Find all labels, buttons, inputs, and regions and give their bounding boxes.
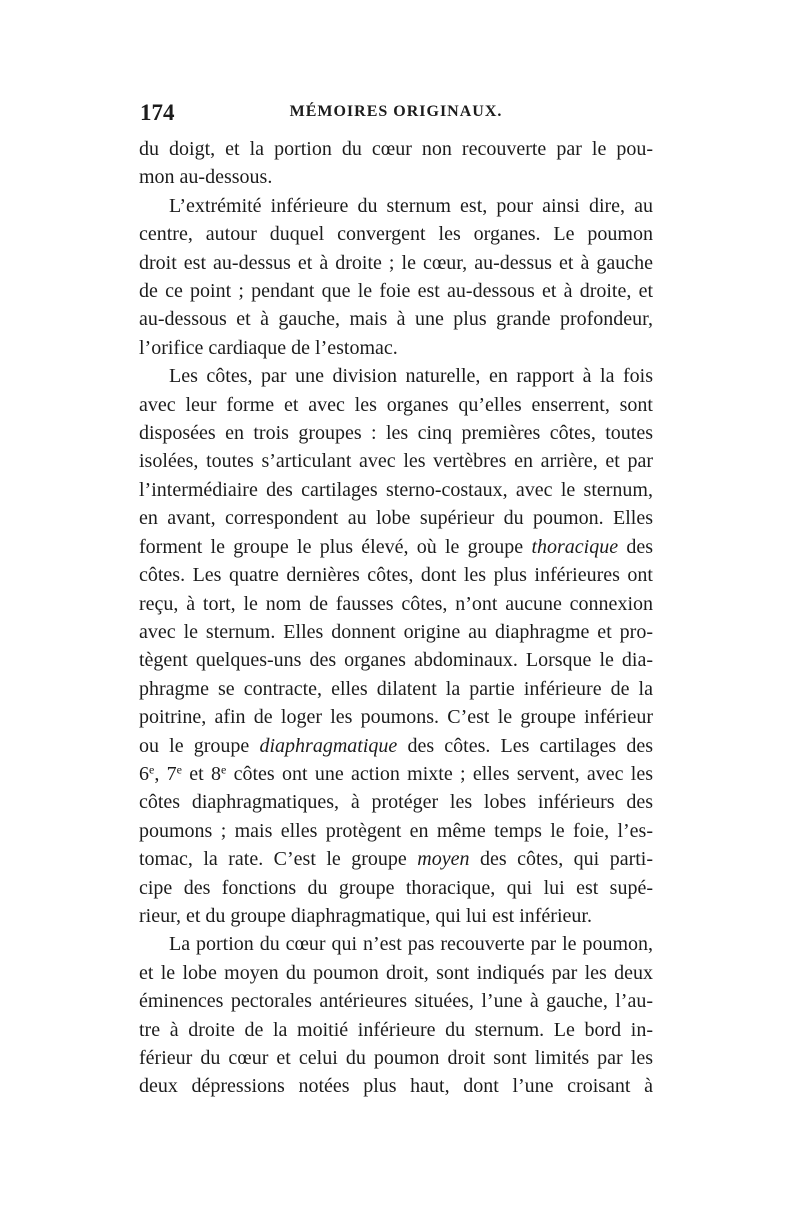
text-line	[139, 732, 653, 760]
text-line	[139, 760, 653, 788]
italic-term: thoracique	[531, 535, 619, 558]
paragraph-2	[139, 192, 653, 362]
running-title: MÉMOIRES ORIGINAUX.	[289, 103, 503, 120]
text-line: et le lobe moyen du poumon droit, sont indiqués par les deux	[139, 961, 653, 984]
page-body	[139, 135, 653, 1101]
text-line: poitrine, afin de loger les poumons. C’est le groupe inférieur	[139, 706, 653, 729]
text-fragment: des côtes. Les cartilages des	[407, 734, 654, 757]
text-fragment: et 8	[181, 762, 221, 785]
text-fragment: des côtes, qui parti-	[479, 848, 654, 871]
paragraph-3	[139, 362, 653, 930]
text-line: l’orifice cardiaque de l’estomac.	[139, 336, 398, 359]
text-line: avec leur forme et avec les organes qu’elles enserrent, sont	[139, 393, 653, 416]
text-line: droit est au-dessus et à droite ; le cœur, au-dessus et à gauche	[139, 251, 653, 274]
text-line	[139, 845, 653, 873]
superscript: e	[220, 762, 227, 777]
text-line: en avant, correspondent au lobe supérieur du poumon. Elles	[139, 507, 653, 530]
page-number: 174	[140, 100, 175, 125]
text-line: de ce point ; pendant que le foie est au-dessous et à droite, et	[139, 280, 653, 303]
text-fragment: des	[626, 535, 654, 558]
text-fragment: ou le groupe	[139, 734, 250, 757]
superscript: e	[149, 762, 155, 777]
text-line	[139, 533, 653, 561]
text-line: rieur, et du groupe diaphragmatique, qui lui est inférieur.	[139, 904, 592, 927]
text-line: disposées en trois groupes : les cinq premières côtes, toutes	[139, 422, 653, 445]
text-line: phragme se contracte, elles dilatent la partie inférieure de la	[139, 677, 653, 700]
text-line: éminences pectorales antérieures situées, l’une à gauche, l’au-	[139, 990, 653, 1013]
page-header	[140, 100, 652, 134]
text-line: tre à droite de la moitié inférieure du sternum. Le bord in-	[139, 1018, 653, 1041]
italic-term: moyen	[417, 848, 470, 871]
italic-term: diaphragmatique	[259, 734, 398, 757]
text-line: côtes. Les quatre dernières côtes, dont les plus inférieures ont	[139, 564, 653, 587]
text-line: au-dessous et à gauche, mais à une plus grande profondeur,	[139, 308, 653, 331]
text-line: cipe des fonctions du groupe thoracique, qui lui est supé-	[139, 876, 653, 899]
text-line: côtes diaphragmatiques, à protéger les lobes inférieurs des	[139, 791, 653, 814]
text-fragment: 6	[139, 762, 149, 785]
text-line: reçu, à tort, le nom de fausses côtes, n’ont aucune connexion	[139, 592, 653, 615]
text-fragment: côtes ont une action mixte ; elles servent, avec les	[226, 762, 654, 785]
text-line: du doigt, et la portion du cœur non recouverte par le pou-	[139, 138, 653, 160]
text-line: L’extrémité inférieure du sternum est, pour ainsi dire, au	[169, 194, 653, 217]
text-fragment: , 7	[154, 762, 177, 785]
text-line: férieur du cœur et celui du poumon droit sont limités par les	[139, 1047, 653, 1069]
text-line: tègent quelques-uns des organes abdominaux. Lorsque le dia-	[139, 649, 653, 672]
superscript: e	[176, 762, 182, 777]
text-line: La portion du cœur qui n’est pas recouverte par le poumon,	[169, 933, 653, 956]
text-fragment: forment le groupe le plus élevé, où le groupe	[139, 535, 524, 558]
paragraph-1	[139, 135, 653, 192]
text-line: l’intermédiaire des cartilages sterno-costaux, avec le sternum,	[139, 478, 653, 501]
text-line: Les côtes, par une division naturelle, en rapport à la fois	[169, 365, 653, 388]
text-line: poumons ; mais elles protègent en même temps le foie, l’es-	[139, 819, 653, 842]
paragraph-4	[139, 930, 653, 1100]
text-line: centre, autour duquel convergent les organes. Le poumon	[139, 223, 653, 246]
text-line: avec le sternum. Elles donnent origine au diaphragme et pro-	[139, 620, 653, 643]
text-line: isolées, toutes s’articulant avec les vertèbres en arrière, et par	[139, 450, 653, 473]
text-line: mon au-dessous.	[139, 166, 273, 189]
text-line: deux dépressions notées plus haut, dont l’une croisant à	[139, 1075, 653, 1098]
text-fragment: tomac, la rate. C’est le groupe	[139, 848, 407, 871]
